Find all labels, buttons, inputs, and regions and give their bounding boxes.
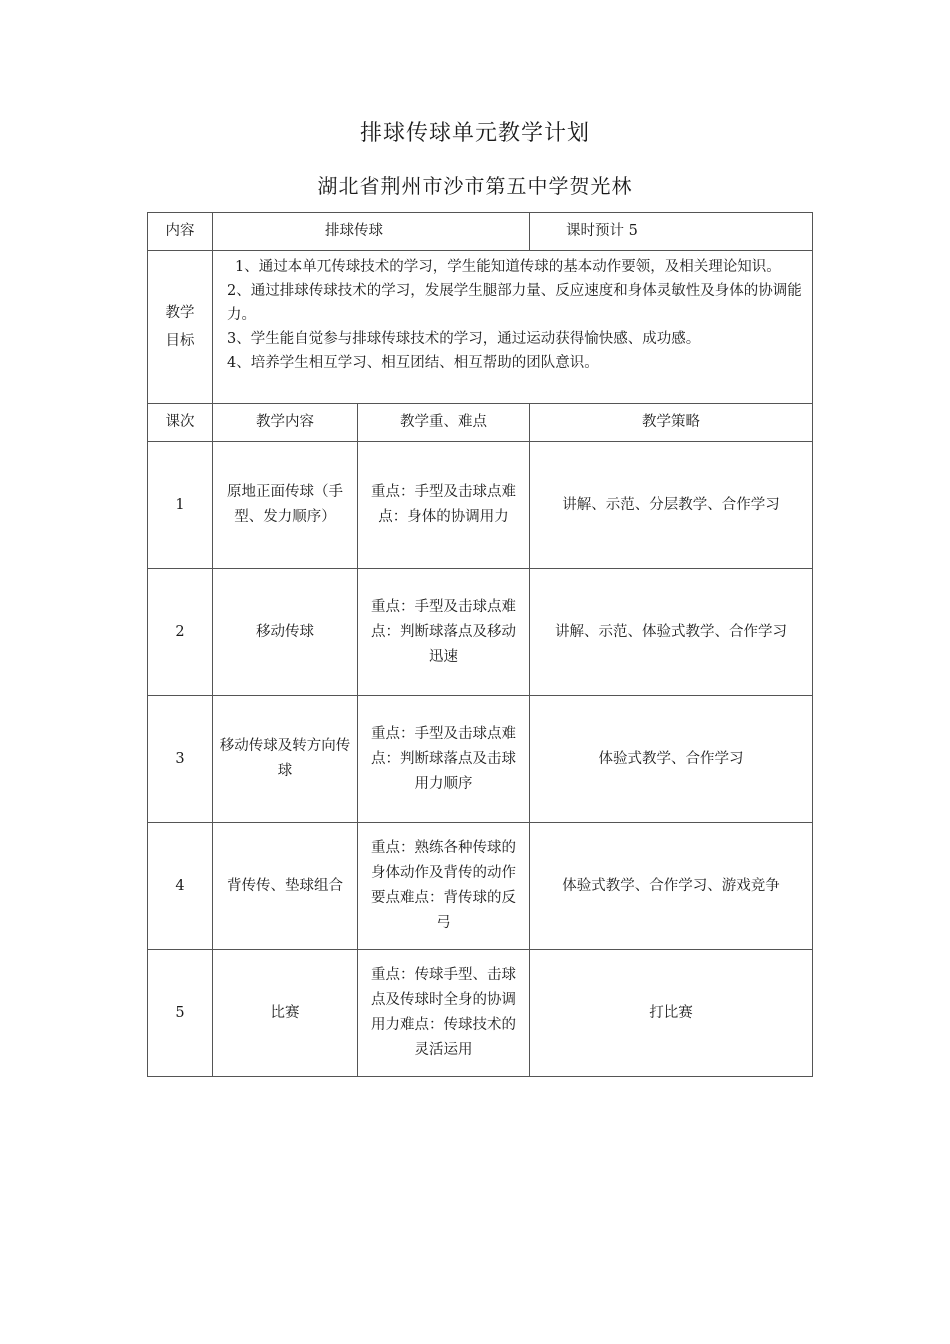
- lesson-no: 1: [148, 442, 213, 569]
- lesson-strategy: 打比赛: [530, 950, 813, 1077]
- page-title: 排球传球单元教学计划: [359, 121, 590, 146]
- goals-text: [213, 251, 813, 404]
- lesson-content: 背传传、垫球组合: [213, 823, 358, 950]
- goal-item: 4、培养学生相互学习、相互团结、相互帮助的团队意识。: [227, 355, 599, 371]
- col-strategy: 教学策略: [530, 404, 813, 442]
- goal-item: 2、通过排球传球技术的学习，发展学生腿部力量、反应速度和身体灵敏性及身体的协调能力。: [227, 283, 802, 323]
- goal-item: 1、通过本单兀传球技术的学习，学生能知道传球的基本动作要领，及相关理论知识。: [235, 259, 781, 275]
- lesson-no: 4: [148, 823, 213, 950]
- col-key-points: 教学重、难点: [358, 404, 530, 442]
- lesson-strategy: 讲解、示范、分层教学、合作学习: [530, 442, 813, 569]
- header-row: [148, 213, 813, 251]
- col-content: 教学内容: [213, 404, 358, 442]
- lesson-key-points: 重点：手型及击球点难点：身体的协调用力: [358, 442, 530, 569]
- lesson-content: 移动传球及转方向传球: [213, 696, 358, 823]
- lesson-no: 2: [148, 569, 213, 696]
- table-row: [148, 442, 813, 569]
- lesson-key-points: 重点：传球手型、击球点及传球时全身的协调用力难点：传球技术的灵活运用: [358, 950, 530, 1077]
- content-label: 内容: [148, 213, 213, 251]
- table-row: [148, 950, 813, 1077]
- lesson-key-points: 重点：手型及击球点难点：判断球落点及击球用力顺序: [358, 696, 530, 823]
- lesson-strategy: 体验式教学、合作学习、游戏竞争: [530, 823, 813, 950]
- table-row: [148, 696, 813, 823]
- goals-label: 教学 目标: [148, 251, 213, 404]
- lesson-no: 3: [148, 696, 213, 823]
- content-value: 排球传球: [213, 213, 530, 251]
- table-row: [148, 823, 813, 950]
- page-subtitle: 湖北省荆州市沙市第五中学贺光林: [317, 174, 633, 198]
- lesson-strategy: 体验式教学、合作学习: [530, 696, 813, 823]
- lesson-strategy: 讲解、示范、体验式教学、合作学习: [530, 569, 813, 696]
- lesson-content: 移动传球: [213, 569, 358, 696]
- col-lesson-no: 课次: [148, 404, 213, 442]
- lesson-no: 5: [148, 950, 213, 1077]
- lesson-content: 比赛: [213, 950, 358, 1077]
- goals-row: [148, 251, 813, 404]
- hours-estimate: 课时预计 5: [530, 213, 813, 251]
- column-header-row: [148, 404, 813, 442]
- plan-table: [147, 212, 813, 1077]
- goal-item: 3、学生能自觉参与排球传球技术的学习，通过运动获得愉快感、成功感。: [227, 331, 701, 347]
- table-row: [148, 569, 813, 696]
- lesson-content: 原地正面传球（手型、发力顺序）: [213, 442, 358, 569]
- lesson-key-points: 重点：手型及击球点难点：判断球落点及移动迅速: [358, 569, 530, 696]
- lesson-key-points: 重点：熟练各种传球的身体动作及背传的动作要点难点：背传球的反弓: [358, 823, 530, 950]
